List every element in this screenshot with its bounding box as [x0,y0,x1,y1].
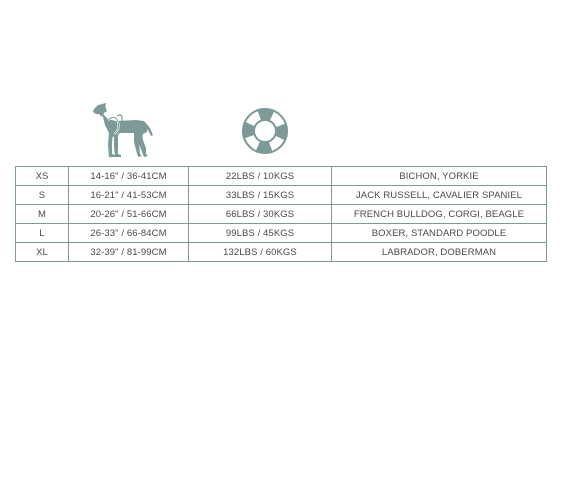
life-ring-icon [240,106,290,156]
table-row [16,205,547,224]
size-cell: L [16,224,69,243]
size-chart-table [15,166,547,262]
breeds-cell: BOXER, STANDARD POODLE [332,224,547,243]
weight-cell: 66LBS / 30KGS [189,205,332,224]
size-cell: XL [16,243,69,262]
length-cell: 32-39" / 81-99CM [69,243,189,262]
length-cell: 16-21" / 41-53CM [69,186,189,205]
size-cell: XS [16,167,69,186]
breeds-cell: JACK RUSSELL, CAVALIER SPANIEL [332,186,547,205]
length-cell: 14-16" / 36-41CM [69,167,189,186]
table-row [16,243,547,262]
length-cell: 26-33" / 66-84CM [69,224,189,243]
table-row [16,224,547,243]
breeds-cell: FRENCH BULLDOG, CORGI, BEAGLE [332,205,547,224]
weight-cell: 99LBS / 45KGS [189,224,332,243]
dog-icon [90,100,156,158]
weight-cell: 22LBS / 10KGS [189,167,332,186]
breeds-cell: LABRADOR, DOBERMAN [332,243,547,262]
breeds-cell: BICHON, YORKIE [332,167,547,186]
table-row [16,186,547,205]
weight-cell: 33LBS / 15KGS [189,186,332,205]
length-cell: 20-26" / 51-66CM [69,205,189,224]
size-cell: M [16,205,69,224]
size-cell: S [16,186,69,205]
weight-cell: 132LBS / 60KGS [189,243,332,262]
table-row [16,167,547,186]
